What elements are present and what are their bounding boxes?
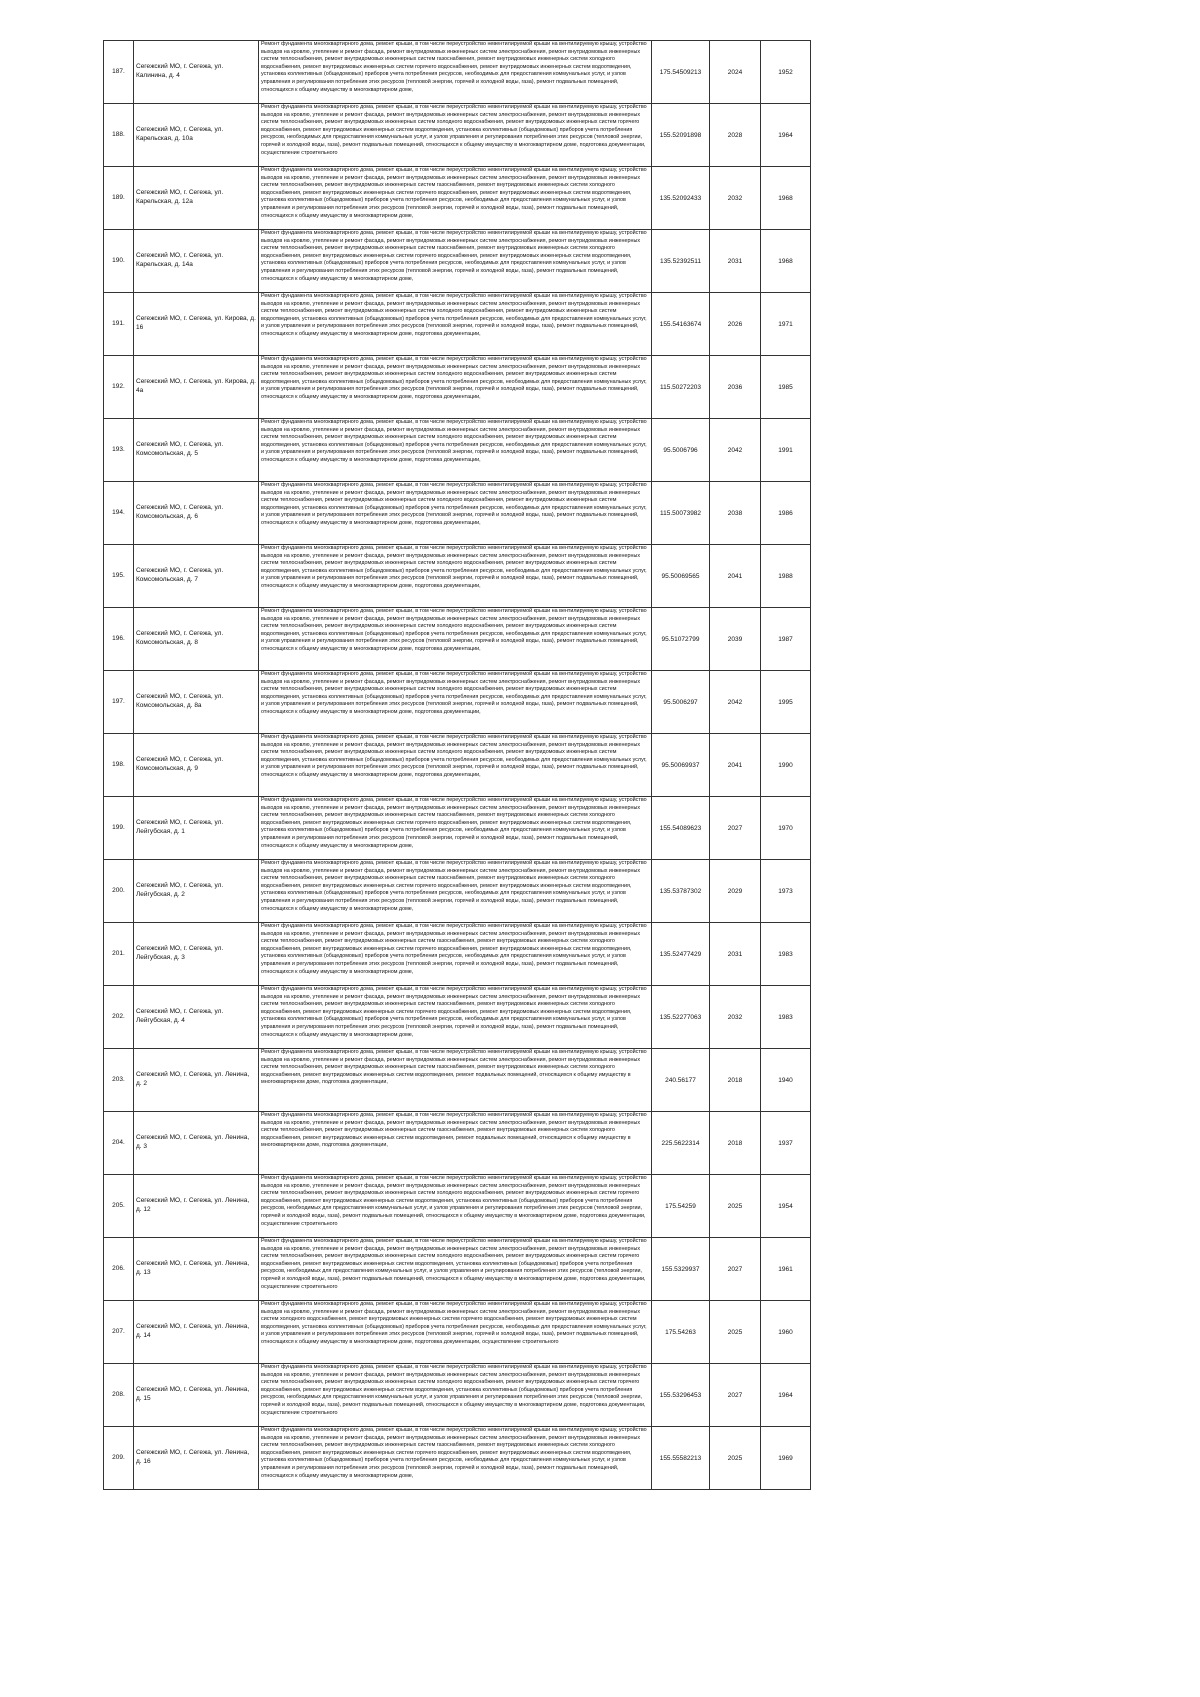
- build-year-cell: 1983: [761, 986, 811, 1049]
- build-year-cell: 1969: [761, 1427, 811, 1490]
- works-text: Ремонт фундамента многоквартирного дома, ремонт крыши, в том числе переустройство невентилируемой крыши на вентилируемую крышу, устройство выходов на кровлю, утепление и ремонт фасада, ремонт внутридомовых инженерных систем электроснабжения, ремонт внутридомовых инженерных систем холодного водоснабжения, ремонт внутридомовых инженерных систем горячего водоснабжения, ремонт внутридомовых инженерных систем водоотведения, установка коллективных (общедомовых) приборов учета потребления ресурсов, необходимых для предоставления коммунальных услуг, и узлов управления и регулирования потребления этих ресурсов (тепловой энергии, горячей и холодной воды, газа), ремонт подвальных помещений, относящихся к общему имуществу в многоквартирном доме, подготовка документации, осуществление строительного: [261, 1301, 647, 1345]
- plan-year-cell: 2027: [710, 1364, 761, 1427]
- plan-year-cell: 2018: [710, 1112, 761, 1175]
- works-text: Ремонт фундамента многоквартирного дома, ремонт крыши, в том числе переустройство невентилируемой крыши на вентилируемую крышу, устройство выходов на кровлю, утепление и ремонт фасада, ремонт внутридомовых инженерных систем электроснабжения, ремонт внутридомовых инженерных систем теплоснабжения, ремонт внутридомовых инженерных систем холодного водоснабжения, ремонт внутридомовых инженерных систем водоотведения, установка коллективных (общедомовых) приборов учета потребления ресурсов, необходимых для предоставления коммунальных услуг, и узлов управления и регулирования потребления этих ресурсов (тепловой энергии, горячей и холодной воды, газа), ремонт подвальных помещений, относящихся к общему имуществу в многоквартирном доме, подготовка документации,: [261, 734, 647, 778]
- plan-year-cell: 2025: [710, 1175, 761, 1238]
- cost-cell: 175.54259: [652, 1175, 710, 1238]
- plan-year-cell: 2025: [710, 1301, 761, 1364]
- works-cell: [259, 356, 652, 419]
- works-cell: [259, 797, 652, 860]
- cost-cell: 155.53296453: [652, 1364, 710, 1427]
- table-row: [104, 167, 811, 230]
- capital-repair-table: [103, 40, 811, 1490]
- table-row: [104, 1112, 811, 1175]
- address-cell: Сегежский МО, г. Сегежа, ул. Лейгубская, д. 1: [134, 797, 259, 860]
- row-number: 206.: [104, 1238, 134, 1301]
- row-number: 207.: [104, 1301, 134, 1364]
- works-cell: [259, 41, 652, 104]
- works-cell: [259, 545, 652, 608]
- plan-year-cell: 2024: [710, 41, 761, 104]
- row-number: 189.: [104, 167, 134, 230]
- build-year-cell: 1988: [761, 545, 811, 608]
- table-row: [104, 41, 811, 104]
- table-row: [104, 356, 811, 419]
- build-year-cell: 1990: [761, 734, 811, 797]
- works-text: Ремонт фундамента многоквартирного дома, ремонт крыши, в том числе переустройство невентилируемой крыши на вентилируемую крышу, устройство выходов на кровлю, утепление и ремонт фасада, ремонт внутридомовых инженерных систем электроснабжения, ремонт внутридомовых инженерных систем теплоснабжения, ремонт внутридомовых инженерных систем газоснабжения, ремонт внутридомовых инженерных систем холодного водоснабжения, ремонт внутридомовых инженерных систем горячего водоснабжения, ремонт внутридомовых инженерных систем водоотведения, установка коллективных (общедомовых) приборов учета потребления ресурсов, необходимых для предоставления коммунальных услуг, и узлов управления и регулирования потребления этих ресурсов (тепловой энергии, горячей и холодной воды, газа), ремонт подвальных помещений, относящихся к общему имуществу в многоквартирном доме,: [261, 230, 647, 282]
- table-row: [104, 923, 811, 986]
- address-cell: Сегежский МО, г. Сегежа, ул. Ленина, д. 12: [134, 1175, 259, 1238]
- table-body: [104, 41, 811, 1490]
- cost-cell: 115.50073982: [652, 482, 710, 545]
- build-year-cell: 1970: [761, 797, 811, 860]
- table-row: [104, 482, 811, 545]
- address-cell: Сегежский МО, г. Сегежа, ул. Лейгубская, д. 4: [134, 986, 259, 1049]
- row-number: 193.: [104, 419, 134, 482]
- works-text: Ремонт фундамента многоквартирного дома, ремонт крыши, в том числе переустройство невентилируемой крыши на вентилируемую крышу, устройство выходов на кровлю, утепление и ремонт фасада, ремонт внутридомовых инженерных систем электроснабжения, ремонт внутридомовых инженерных систем теплоснабжения, ремонт внутридомовых инженерных систем газоснабжения, ремонт внутридомовых инженерных систем холодного водоснабжения, ремонт внутридомовых инженерных систем горячего водоснабжения, ремонт внутридомовых инженерных систем водоотведения, установка коллективных (общедомовых) приборов учета потребления ресурсов, необходимых для предоставления коммунальных услуг, и узлов управления и регулирования потребления этих ресурсов (тепловой энергии, горячей и холодной воды, газа), ремонт подвальных помещений, относящихся к общему имуществу в многоквартирном доме,: [261, 41, 647, 93]
- works-cell: [259, 1364, 652, 1427]
- address-cell: Сегежский МО, г. Сегежа, ул. Ленина, д. 16: [134, 1427, 259, 1490]
- address-cell: Сегежский МО, г. Сегежа, ул. Кирова, д. 16: [134, 293, 259, 356]
- address-cell: Сегежский МО, г. Сегежа, ул. Ленина, д. 3: [134, 1112, 259, 1175]
- build-year-cell: 1985: [761, 356, 811, 419]
- works-cell: [259, 1238, 652, 1301]
- plan-year-cell: 2038: [710, 482, 761, 545]
- address-cell: Сегежский МО, г. Сегежа, ул. Комсомольская, д. 8а: [134, 671, 259, 734]
- row-number: 191.: [104, 293, 134, 356]
- works-text: Ремонт фундамента многоквартирного дома, ремонт крыши, в том числе переустройство невентилируемой крыши на вентилируемую крышу, устройство выходов на кровлю, утепление и ремонт фасада, ремонт внутридомовых инженерных систем электроснабжения, ремонт внутридомовых инженерных систем теплоснабжения, ремонт внутридомовых инженерных систем холодного водоснабжения, ремонт внутридомовых инженерных систем водоотведения, установка коллективных (общедомовых) приборов учета потребления ресурсов, необходимых для предоставления коммунальных услуг, и узлов управления и регулирования потребления этих ресурсов (тепловой энергии, горячей и холодной воды, газа), ремонт подвальных помещений, относящихся к общему имуществу в многоквартирном доме, подготовка документации,: [261, 671, 647, 715]
- works-cell: [259, 608, 652, 671]
- table-row: [104, 1238, 811, 1301]
- row-number: 195.: [104, 545, 134, 608]
- row-number: 205.: [104, 1175, 134, 1238]
- works-text: Ремонт фундамента многоквартирного дома, ремонт крыши, в том числе переустройство невентилируемой крыши на вентилируемую крышу, устройство выходов на кровлю, утепление и ремонт фасада, ремонт внутридомовых инженерных систем электроснабжения, ремонт внутридомовых инженерных систем теплоснабжения, ремонт внутридомовых инженерных систем холодного водоснабжения, ремонт внутридомовых инженерных систем водоотведения, установка коллективных (общедомовых) приборов учета потребления ресурсов, необходимых для предоставления коммунальных услуг, и узлов управления и регулирования потребления этих ресурсов (тепловой энергии, горячей и холодной воды, газа), ремонт подвальных помещений, относящихся к общему имуществу в многоквартирном доме, подготовка документации,: [261, 545, 647, 589]
- plan-year-cell: 2036: [710, 356, 761, 419]
- row-number: 209.: [104, 1427, 134, 1490]
- cost-cell: 95.5006297: [652, 671, 710, 734]
- works-cell: [259, 167, 652, 230]
- plan-year-cell: 2028: [710, 104, 761, 167]
- works-cell: [259, 1049, 652, 1112]
- cost-cell: 155.55582213: [652, 1427, 710, 1490]
- plan-year-cell: 2026: [710, 293, 761, 356]
- address-cell: Сегежский МО, г. Сегежа, ул. Ленина, д. 13: [134, 1238, 259, 1301]
- row-number: 204.: [104, 1112, 134, 1175]
- cost-cell: 135.52477429: [652, 923, 710, 986]
- address-cell: Сегежский МО, г. Сегежа, ул. Карельская, д. 14а: [134, 230, 259, 293]
- plan-year-cell: 2032: [710, 167, 761, 230]
- works-cell: [259, 1112, 652, 1175]
- table-row: [104, 1301, 811, 1364]
- works-cell: [259, 419, 652, 482]
- table-row: [104, 1049, 811, 1112]
- row-number: 208.: [104, 1364, 134, 1427]
- row-number: 188.: [104, 104, 134, 167]
- cost-cell: 155.52091898: [652, 104, 710, 167]
- address-cell: Сегежский МО, г. Сегежа, ул. Ленина, д. 14: [134, 1301, 259, 1364]
- plan-year-cell: 2027: [710, 1238, 761, 1301]
- cost-cell: 95.50069565: [652, 545, 710, 608]
- address-cell: Сегежский МО, г. Сегежа, ул. Карельская, д. 10а: [134, 104, 259, 167]
- table-row: [104, 419, 811, 482]
- works-text: Ремонт фундамента многоквартирного дома, ремонт крыши, в том числе переустройство невентилируемой крыши на вентилируемую крышу, устройство выходов на кровлю, утепление и ремонт фасада, ремонт внутридомовых инженерных систем электроснабжения, ремонт внутридомовых инженерных систем теплоснабжения, ремонт внутридомовых инженерных систем холодного водоснабжения, ремонт внутридомовых инженерных систем водоотведения, установка коллективных (общедомовых) приборов учета потребления ресурсов, необходимых для предоставления коммунальных услуг, и узлов управления и регулирования потребления этих ресурсов (тепловой энергии, горячей и холодной воды, газа), ремонт подвальных помещений, относящихся к общему имуществу в многоквартирном доме, подготовка документации,: [261, 356, 647, 400]
- works-cell: [259, 671, 652, 734]
- build-year-cell: 1987: [761, 608, 811, 671]
- row-number: 200.: [104, 860, 134, 923]
- works-cell: [259, 923, 652, 986]
- table-row: [104, 545, 811, 608]
- row-number: 190.: [104, 230, 134, 293]
- address-cell: Сегежский МО, г. Сегежа, ул. Кирова, д. 4а: [134, 356, 259, 419]
- plan-year-cell: 2027: [710, 797, 761, 860]
- row-number: 192.: [104, 356, 134, 419]
- cost-cell: 175.54509213: [652, 41, 710, 104]
- build-year-cell: 1995: [761, 671, 811, 734]
- row-number: 199.: [104, 797, 134, 860]
- table-row: [104, 671, 811, 734]
- table-row: [104, 1364, 811, 1427]
- build-year-cell: 1964: [761, 104, 811, 167]
- cost-cell: 115.50272203: [652, 356, 710, 419]
- plan-year-cell: 2029: [710, 860, 761, 923]
- row-number: 203.: [104, 1049, 134, 1112]
- address-cell: Сегежский МО, г. Сегежа, ул. Комсомольская, д. 5: [134, 419, 259, 482]
- address-cell: Сегежский МО, г. Сегежа, ул. Лейгубская, д. 2: [134, 860, 259, 923]
- works-cell: [259, 986, 652, 1049]
- table-row: [104, 1427, 811, 1490]
- build-year-cell: 1940: [761, 1049, 811, 1112]
- row-number: 201.: [104, 923, 134, 986]
- cost-cell: 155.54089623: [652, 797, 710, 860]
- plan-year-cell: 2031: [710, 923, 761, 986]
- plan-year-cell: 2042: [710, 671, 761, 734]
- address-cell: Сегежский МО, г. Сегежа, ул. Комсомольская, д. 6: [134, 482, 259, 545]
- works-cell: [259, 293, 652, 356]
- cost-cell: 95.51072799: [652, 608, 710, 671]
- address-cell: Сегежский МО, г. Сегежа, ул. Комсомольская, д. 7: [134, 545, 259, 608]
- build-year-cell: 1961: [761, 1238, 811, 1301]
- works-text: Ремонт фундамента многоквартирного дома, ремонт крыши, в том числе переустройство невентилируемой крыши на вентилируемую крышу, устройство выходов на кровлю, утепление и ремонт фасада, ремонт внутридомовых инженерных систем электроснабжения, ремонт внутридомовых инженерных систем теплоснабжения, ремонт внутридомовых инженерных систем холодного водоснабжения, ремонт внутридомовых инженерных систем водоотведения, установка коллективных (общедомовых) приборов учета потребления ресурсов, необходимых для предоставления коммунальных услуг, и узлов управления и регулирования потребления этих ресурсов (тепловой энергии, горячей и холодной воды, газа), ремонт подвальных помещений, относящихся к общему имуществу в многоквартирном доме, подготовка документации,: [261, 482, 647, 526]
- build-year-cell: 1952: [761, 41, 811, 104]
- row-number: 194.: [104, 482, 134, 545]
- works-text: Ремонт фундамента многоквартирного дома, ремонт крыши, в том числе переустройство невентилируемой крыши на вентилируемую крышу, устройство выходов на кровлю, утепление и ремонт фасада, ремонт внутридомовых инженерных систем электроснабжения, ремонт внутридомовых инженерных систем теплоснабжения, ремонт внутридомовых инженерных систем газоснабжения, ремонт внутридомовых инженерных систем холодного водоснабжения, ремонт внутридомовых инженерных систем горячего водоснабжения, ремонт внутридомовых инженерных систем водоотведения, установка коллективных (общедомовых) приборов учета потребления ресурсов, необходимых для предоставления коммунальных услуг, и узлов управления и регулирования потребления этих ресурсов (тепловой энергии, горячей и холодной воды, газа), ремонт подвальных помещений, относящихся к общему имуществу в многоквартирном доме,: [261, 167, 647, 219]
- build-year-cell: 1937: [761, 1112, 811, 1175]
- build-year-cell: 1964: [761, 1364, 811, 1427]
- table-row: [104, 797, 811, 860]
- row-number: 202.: [104, 986, 134, 1049]
- row-number: 197.: [104, 671, 134, 734]
- address-cell: Сегежский МО, г. Сегежа, ул. Ленина, д. 2: [134, 1049, 259, 1112]
- cost-cell: 135.52277063: [652, 986, 710, 1049]
- works-cell: [259, 104, 652, 167]
- plan-year-cell: 2025: [710, 1427, 761, 1490]
- build-year-cell: 1971: [761, 293, 811, 356]
- cost-cell: 155.54163674: [652, 293, 710, 356]
- works-text: Ремонт фундамента многоквартирного дома, ремонт крыши, в том числе переустройство невентилируемой крыши на вентилируемую крышу, устройство выходов на кровлю, утепление и ремонт фасада, ремонт внутридомовых инженерных систем электроснабжения, ремонт внутридомовых инженерных систем теплоснабжения, ремонт внутридомовых инженерных систем холодного водоснабжения, ремонт внутридомовых инженерных систем горячего водоснабжения, ремонт внутридомовых инженерных систем водоотведения, установка коллективных (общедомовых) приборов учета потребления ресурсов, необходимых для предоставления коммунальных услуг, и узлов управления и регулирования потребления этих ресурсов (тепловой энергии, горячей и холодной воды, газа), ремонт подвальных помещений, относящихся к общему имуществу в многоквартирном доме, подготовка документации, осуществление строительного: [261, 1238, 647, 1290]
- cost-cell: 135.52092433: [652, 167, 710, 230]
- build-year-cell: 1973: [761, 860, 811, 923]
- address-cell: Сегежский МО, г. Сегежа, ул. Ленина, д. 15: [134, 1364, 259, 1427]
- plan-year-cell: 2039: [710, 608, 761, 671]
- works-text: Ремонт фундамента многоквартирного дома, ремонт крыши, в том числе переустройство невентилируемой крыши на вентилируемую крышу, устройство выходов на кровлю, утепление и ремонт фасада, ремонт внутридомовых инженерных систем электроснабжения, ремонт внутридомовых инженерных систем теплоснабжения, ремонт внутридомовых инженерных систем газоснабжения, ремонт внутридомовых инженерных систем холодного водоснабжения, ремонт внутридомовых инженерных систем горячего водоснабжения, ремонт внутридомовых инженерных систем водоотведения, установка коллективных (общедомовых) приборов учета потребления ресурсов, необходимых для предоставления коммунальных услуг, и узлов управления и регулирования потребления этих ресурсов (тепловой энергии, горячей и холодной воды, газа), ремонт подвальных помещений, относящихся к общему имуществу в многоквартирном доме,: [261, 986, 647, 1038]
- address-cell: Сегежский МО, г. Сегежа, ул. Карельская, д. 12а: [134, 167, 259, 230]
- table-row: [104, 230, 811, 293]
- build-year-cell: 1954: [761, 1175, 811, 1238]
- works-text: Ремонт фундамента многоквартирного дома, ремонт крыши, в том числе переустройство невентилируемой крыши на вентилируемую крышу, устройство выходов на кровлю, утепление и ремонт фасада, ремонт внутридомовых инженерных систем электроснабжения, ремонт внутридомовых инженерных систем теплоснабжения, ремонт внутридомовых инженерных систем холодного водоснабжения, ремонт внутридомовых инженерных систем водоотведения, установка коллективных (общедомовых) приборов учета потребления ресурсов, необходимых для предоставления коммунальных услуг, и узлов управления и регулирования потребления этих ресурсов (тепловой энергии, горячей и холодной воды, газа), ремонт подвальных помещений, относящихся к общему имуществу в многоквартирном доме, подготовка документации,: [261, 293, 647, 337]
- cost-cell: 240.56177: [652, 1049, 710, 1112]
- table-row: [104, 986, 811, 1049]
- build-year-cell: 1986: [761, 482, 811, 545]
- build-year-cell: 1968: [761, 167, 811, 230]
- works-text: Ремонт фундамента многоквартирного дома, ремонт крыши, в том числе переустройство невентилируемой крыши на вентилируемую крышу, устройство выходов на кровлю, утепление и ремонт фасада, ремонт внутридомовых инженерных систем электроснабжения, ремонт внутридомовых инженерных систем теплоснабжения, ремонт внутридомовых инженерных систем газоснабжения, ремонт внутридомовых инженерных систем холодного водоснабжения, ремонт внутридомовых инженерных систем водоотведения, ремонт подвальных помещений, относящихся к общему имуществу в многоквартирном доме, подготовка документации,: [261, 1049, 647, 1086]
- row-number: 187.: [104, 41, 134, 104]
- cost-cell: 135.53787302: [652, 860, 710, 923]
- table-row: [104, 860, 811, 923]
- cost-cell: 95.5006796: [652, 419, 710, 482]
- table-row: [104, 1175, 811, 1238]
- works-text: Ремонт фундамента многоквартирного дома, ремонт крыши, в том числе переустройство невентилируемой крыши на вентилируемую крышу, устройство выходов на кровлю, утепление и ремонт фасада, ремонт внутридомовых инженерных систем электроснабжения, ремонт внутридомовых инженерных систем теплоснабжения, ремонт внутридомовых инженерных систем газоснабжения, ремонт внутридомовых инженерных систем холодного водоснабжения, ремонт внутридомовых инженерных систем водоотведения, ремонт подвальных помещений, относящихся к общему имуществу в многоквартирном доме, подготовка документации,: [261, 1112, 647, 1149]
- address-cell: Сегежский МО, г. Сегежа, ул. Комсомольская, д. 8: [134, 608, 259, 671]
- plan-year-cell: 2018: [710, 1049, 761, 1112]
- works-cell: [259, 1427, 652, 1490]
- works-text: Ремонт фундамента многоквартирного дома, ремонт крыши, в том числе переустройство невентилируемой крыши на вентилируемую крышу, устройство выходов на кровлю, утепление и ремонт фасада, ремонт внутридомовых инженерных систем электроснабжения, ремонт внутридомовых инженерных систем теплоснабжения, ремонт внутридомовых инженерных систем газоснабжения, ремонт внутридомовых инженерных систем холодного водоснабжения, ремонт внутридомовых инженерных систем горячего водоснабжения, ремонт внутридомовых инженерных систем водоотведения, установка коллективных (общедомовых) приборов учета потребления ресурсов, необходимых для предоставления коммунальных услуг, и узлов управления и регулирования потребления этих ресурсов (тепловой энергии, горячей и холодной воды, газа), ремонт подвальных помещений, относящихся к общему имуществу в многоквартирном доме,: [261, 797, 647, 849]
- works-text: Ремонт фундамента многоквартирного дома, ремонт крыши, в том числе переустройство невентилируемой крыши на вентилируемую крышу, устройство выходов на кровлю, утепление и ремонт фасада, ремонт внутридомовых инженерных систем электроснабжения, ремонт внутридомовых инженерных систем теплоснабжения, ремонт внутридомовых инженерных систем холодного водоснабжения, ремонт внутридомовых инженерных систем горячего водоснабжения, ремонт внутридомовых инженерных систем водоотведения, установка коллективных (общедомовых) приборов учета потребления ресурсов, необходимых для предоставления коммунальных услуг, и узлов управления и регулирования потребления этих ресурсов (тепловой энергии, горячей и холодной воды, газа), ремонт подвальных помещений, относящихся к общему имуществу в многоквартирном доме, подготовка документации, осуществление строительного: [261, 1175, 647, 1227]
- plan-year-cell: 2041: [710, 734, 761, 797]
- table-row: [104, 734, 811, 797]
- address-cell: Сегежский МО, г. Сегежа, ул. Комсомольская, д. 9: [134, 734, 259, 797]
- works-text: Ремонт фундамента многоквартирного дома, ремонт крыши, в том числе переустройство невентилируемой крыши на вентилируемую крышу, устройство выходов на кровлю, утепление и ремонт фасада, ремонт внутридомовых инженерных систем электроснабжения, ремонт внутридомовых инженерных систем теплоснабжения, ремонт внутридомовых инженерных систем холодного водоснабжения, ремонт внутридомовых инженерных систем горячего водоснабжения, ремонт внутридомовых инженерных систем водоотведения, установка коллективных (общедомовых) приборов учета потребления ресурсов, необходимых для предоставления коммунальных услуг, и узлов управления и регулирования потребления этих ресурсов (тепловой энергии, горячей и холодной воды, газа), ремонт подвальных помещений, относящихся к общему имуществу в многоквартирном доме, подготовка документации, осуществление строительного: [261, 1364, 647, 1416]
- works-cell: [259, 230, 652, 293]
- build-year-cell: 1991: [761, 419, 811, 482]
- build-year-cell: 1983: [761, 923, 811, 986]
- works-text: Ремонт фундамента многоквартирного дома, ремонт крыши, в том числе переустройство невентилируемой крыши на вентилируемую крышу, устройство выходов на кровлю, утепление и ремонт фасада, ремонт внутридомовых инженерных систем электроснабжения, ремонт внутридомовых инженерных систем теплоснабжения, ремонт внутридомовых инженерных систем холодного водоснабжения, ремонт внутридомовых инженерных систем горячего водоснабжения, ремонт внутридомовых инженерных систем водоотведения, установка коллективных (общедомовых) приборов учета потребления ресурсов, необходимых для предоставления коммунальных услуг, и узлов управления и регулирования потребления этих ресурсов (тепловой энергии, горячей и холодной воды, газа), ремонт подвальных помещений, относящихся к общему имуществу в многоквартирном доме, подготовка документации, осуществление строительного: [261, 104, 647, 156]
- table-row: [104, 293, 811, 356]
- cost-cell: 155.5329937: [652, 1238, 710, 1301]
- cost-cell: 225.5622314: [652, 1112, 710, 1175]
- table-row: [104, 608, 811, 671]
- works-text: Ремонт фундамента многоквартирного дома, ремонт крыши, в том числе переустройство невентилируемой крыши на вентилируемую крышу, устройство выходов на кровлю, утепление и ремонт фасада, ремонт внутридомовых инженерных систем электроснабжения, ремонт внутридомовых инженерных систем теплоснабжения, ремонт внутридомовых инженерных систем газоснабжения, ремонт внутридомовых инженерных систем холодного водоснабжения, ремонт внутридомовых инженерных систем горячего водоснабжения, ремонт внутридомовых инженерных систем водоотведения, установка коллективных (общедомовых) приборов учета потребления ресурсов, необходимых для предоставления коммунальных услуг, и узлов управления и регулирования потребления этих ресурсов (тепловой энергии, горячей и холодной воды, газа), ремонт подвальных помещений, относящихся к общему имуществу в многоквартирном доме,: [261, 1427, 647, 1479]
- row-number: 196.: [104, 608, 134, 671]
- cost-cell: 135.52392511: [652, 230, 710, 293]
- works-cell: [259, 1175, 652, 1238]
- works-cell: [259, 734, 652, 797]
- works-cell: [259, 1301, 652, 1364]
- works-text: Ремонт фундамента многоквартирного дома, ремонт крыши, в том числе переустройство невентилируемой крыши на вентилируемую крышу, устройство выходов на кровлю, утепление и ремонт фасада, ремонт внутридомовых инженерных систем электроснабжения, ремонт внутридомовых инженерных систем теплоснабжения, ремонт внутридомовых инженерных систем газоснабжения, ремонт внутридомовых инженерных систем холодного водоснабжения, ремонт внутридомовых инженерных систем горячего водоснабжения, ремонт внутридомовых инженерных систем водоотведения, установка коллективных (общедомовых) приборов учета потребления ресурсов, необходимых для предоставления коммунальных услуг, и узлов управления и регулирования потребления этих ресурсов (тепловой энергии, горячей и холодной воды, газа), ремонт подвальных помещений, относящихся к общему имуществу в многоквартирном доме,: [261, 860, 647, 912]
- address-cell: Сегежский МО, г. Сегежа, ул. Лейгубская, д. 3: [134, 923, 259, 986]
- build-year-cell: 1960: [761, 1301, 811, 1364]
- address-cell: Сегежский МО, г. Сегежа, ул. Калинина, д. 4: [134, 41, 259, 104]
- works-text: Ремонт фундамента многоквартирного дома, ремонт крыши, в том числе переустройство невентилируемой крыши на вентилируемую крышу, устройство выходов на кровлю, утепление и ремонт фасада, ремонт внутридомовых инженерных систем электроснабжения, ремонт внутридомовых инженерных систем теплоснабжения, ремонт внутридомовых инженерных систем холодного водоснабжения, ремонт внутридомовых инженерных систем водоотведения, установка коллективных (общедомовых) приборов учета потребления ресурсов, необходимых для предоставления коммунальных услуг, и узлов управления и регулирования потребления этих ресурсов (тепловой энергии, горячей и холодной воды, газа), ремонт подвальных помещений, относящихся к общему имуществу в многоквартирном доме, подготовка документации,: [261, 608, 647, 652]
- plan-year-cell: 2041: [710, 545, 761, 608]
- works-text: Ремонт фундамента многоквартирного дома, ремонт крыши, в том числе переустройство невентилируемой крыши на вентилируемую крышу, устройство выходов на кровлю, утепление и ремонт фасада, ремонт внутридомовых инженерных систем электроснабжения, ремонт внутридомовых инженерных систем теплоснабжения, ремонт внутридомовых инженерных систем газоснабжения, ремонт внутридомовых инженерных систем холодного водоснабжения, ремонт внутридомовых инженерных систем горячего водоснабжения, ремонт внутридомовых инженерных систем водоотведения, установка коллективных (общедомовых) приборов учета потребления ресурсов, необходимых для предоставления коммунальных услуг, и узлов управления и регулирования потребления этих ресурсов (тепловой энергии, горячей и холодной воды, газа), ремонт подвальных помещений, относящихся к общему имуществу в многоквартирном доме,: [261, 923, 647, 975]
- plan-year-cell: 2031: [710, 230, 761, 293]
- plan-year-cell: 2032: [710, 986, 761, 1049]
- table-row: [104, 104, 811, 167]
- plan-year-cell: 2042: [710, 419, 761, 482]
- cost-cell: 95.50069937: [652, 734, 710, 797]
- works-cell: [259, 482, 652, 545]
- cost-cell: 175.54263: [652, 1301, 710, 1364]
- works-text: Ремонт фундамента многоквартирного дома, ремонт крыши, в том числе переустройство невентилируемой крыши на вентилируемую крышу, устройство выходов на кровлю, утепление и ремонт фасада, ремонт внутридомовых инженерных систем электроснабжения, ремонт внутридомовых инженерных систем теплоснабжения, ремонт внутридомовых инженерных систем холодного водоснабжения, ремонт внутридомовых инженерных систем водоотведения, установка коллективных (общедомовых) приборов учета потребления ресурсов, необходимых для предоставления коммунальных услуг, и узлов управления и регулирования потребления этих ресурсов (тепловой энергии, горячей и холодной воды, газа), ремонт подвальных помещений, относящихся к общему имуществу в многоквартирном доме, подготовка документации,: [261, 419, 647, 463]
- works-cell: [259, 860, 652, 923]
- row-number: 198.: [104, 734, 134, 797]
- build-year-cell: 1968: [761, 230, 811, 293]
